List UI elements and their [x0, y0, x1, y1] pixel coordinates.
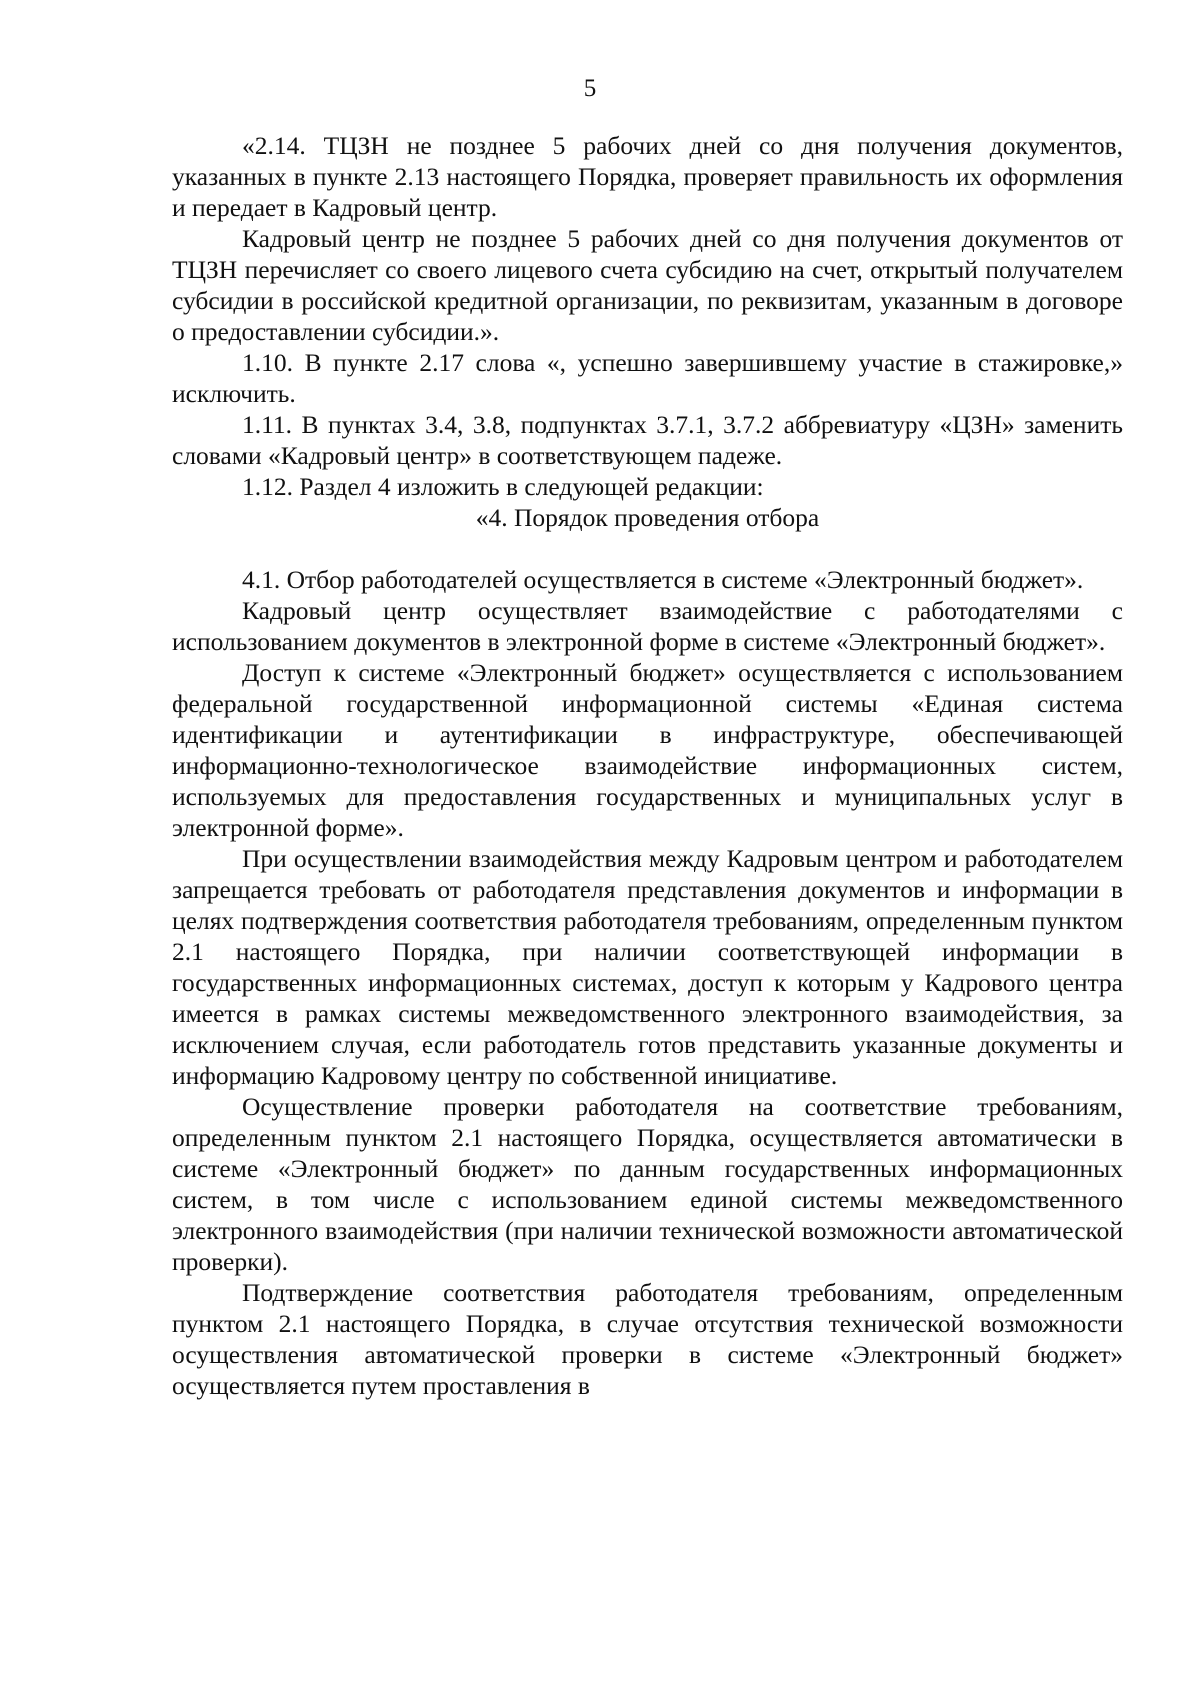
paragraph-prohibition: При осуществлении взаимодействия между Кадровым центром и работодателем запрещается требовать от работодателя представления документов и информации в целях подтверждения соответствия работодателя требованиям, определенным пунктом 2.1 настоящего Порядка, при наличии соответствующей информации в государственных информационных системах, доступ к которым у Кадрового центра имеется в рамках системы межведомственного электронного взаимодействия, за исключением случая, если работодатель готов представить указанные документы и информацию Кадровому центру по собственной инициативе. — [172, 844, 1123, 1090]
paragraph-access: Доступ к системе «Электронный бюджет» осуществляется с использованием федеральной государственной информационной системы «Единая система идентификации и аутентификации в инфраструктуре, обеспечивающей информационно-технологическое взаимодействие информационных систем, используемых для предоставления государственных и муниципальных услуг в электронной форме». — [172, 658, 1123, 842]
page-number: 5 — [583, 75, 597, 102]
paragraph-interaction: Кадровый центр осуществляет взаимодействие с работодателями с использованием документов в электронной форме в системе «Электронный бюджет». — [172, 596, 1123, 656]
section-heading: «4. Порядок проведения отбора — [475, 503, 820, 532]
paragraph-automatic-check: Осуществление проверки работодателя на соответствие требованиям, определенным пунктом 2.1 настоящего Порядка, осуществляется автоматически в системе «Электронный бюджет» по данным государственных информационных систем, в том числе с использованием единой системы межведомственного электронного взаимодействия (при наличии технической возможности автоматической проверки). — [172, 1092, 1123, 1276]
paragraph-cadre-center-transfer: Кадровый центр не позднее 5 рабочих дней со дня получения документов от ТЦЗН перечисляет со своего лицевого счета субсидию на счет, открытый получателем субсидии в российской кредитной организации, по реквизитам, указанным в договоре о предоставлении субсидии.». — [172, 224, 1123, 346]
paragraph-confirmation: Подтверждение соответствия работодателя требованиям, определенным пунктом 2.1 настоящего Порядка, в случае отсутствия технической возможности осуществления автоматической проверки в системе «Электронный бюджет» осуществляется путем проставления в — [172, 1278, 1123, 1400]
paragraph-1-12: 1.12. Раздел 4 изложить в следующей редакции: — [242, 472, 764, 501]
paragraph-1-10: 1.10. В пункте 2.17 слова «, успешно завершившему участие в стажировке,» исключить. — [172, 348, 1123, 408]
document-body — [172, 130, 1123, 1401]
paragraph-1-11: 1.11. В пунктах 3.4, 3.8, подпунктах 3.7.1, 3.7.2 аббревиатуру «ЦЗН» заменить словами «Кадровый центр» в соответствующем падеже. — [172, 410, 1123, 470]
paragraph-4-1: 4.1. Отбор работодателей осуществляется в системе «Электронный бюджет». — [242, 565, 1084, 594]
paragraph-2-14: «2.14. ТЦЗН не позднее 5 рабочих дней со дня получения документов, указанных в пункте 2.13 настоящего Порядка, проверяет правильность их оформления и передает в Кадровый центр. — [172, 131, 1123, 222]
heading-spacer — [172, 533, 1123, 564]
